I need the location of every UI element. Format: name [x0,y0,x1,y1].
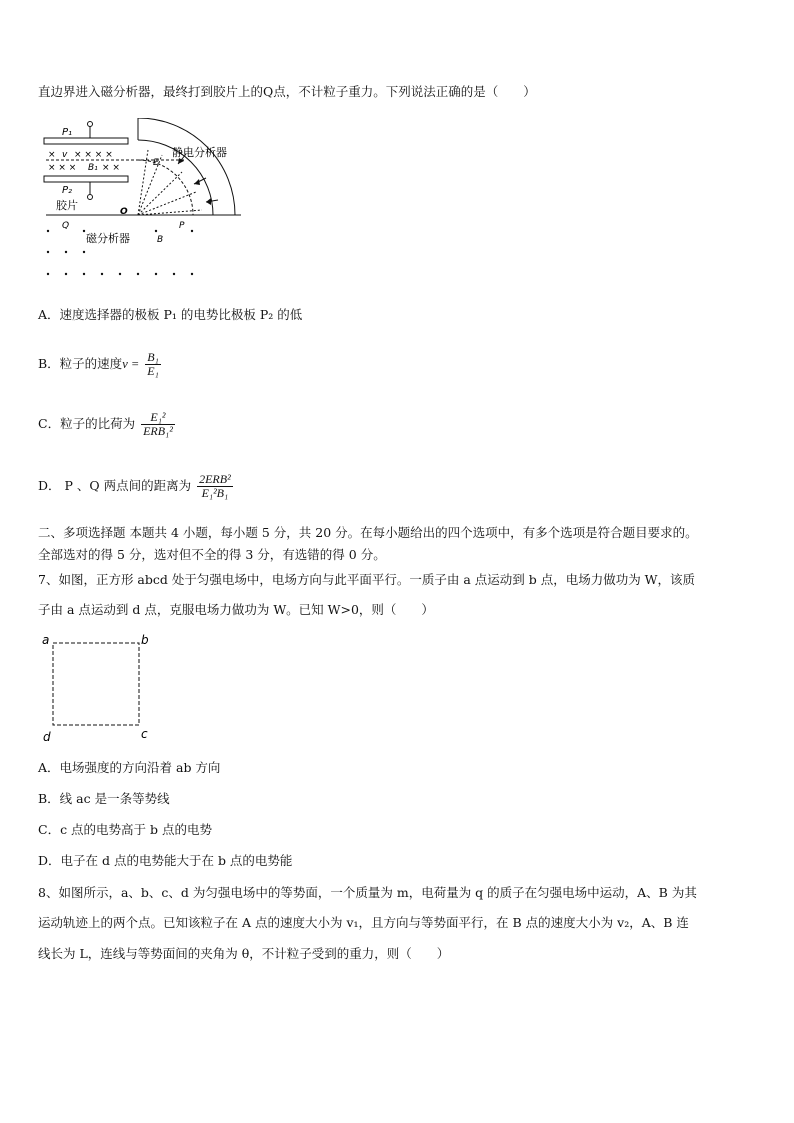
svg-text:静电分析器: 静电分析器 [172,146,227,159]
q8-line3: 线长为 L，连线与等势面间的夹角为 θ，不计粒子受到的重力，则（ ） [38,946,450,961]
fraction-b: $\frac{\text{B₁}}{\text{E₁}}$ [147,350,159,378]
fraction-d: $\frac{\text{2ERB²}}{\text{E₁²B₁}}$ [199,472,231,500]
svg-text:v: v [62,150,68,160]
svg-text:d: d [43,730,51,744]
svg-text:b: b [141,633,149,647]
q8-line2: 运动轨迹上的两个点。已知该粒子在 A 点的速度大小为 v₁，且方向与等势面平行，在 B 点的速度大小为 v₂，A、B 连 [38,915,689,930]
svg-text:P₂: P₂ [62,185,73,196]
q7-square-figure [38,632,158,744]
svg-text:磁分析器: 磁分析器 [86,232,130,245]
q7-line2: 子由 a 点运动到 d 点，克服电场力做功为 W。已知 W>0，则（ ） [38,602,434,617]
plate-p2 [44,176,128,182]
q7-option-d: D．电子在 d 点的电势能大于在 b 点的电势能 [38,853,293,868]
q6-option-b: B．粒子的速度v = $\frac{\text{B₁}}{\text{E₁}}$ [38,350,159,378]
q6-option-d: D． P 、Q 两点间的距离为 $\frac{\text{2ERB²}}{\text{E₁²B₁}}$ [38,472,231,500]
q8-line1: 8、如图所示，a、b、c、d 为匀强电场中的等势面，一个质量为 m，电荷量为 q 的质子在匀强电场中运动，A、B 为其 [38,885,697,900]
svg-text:B: B [157,235,164,245]
svg-text:P₁: P₁ [62,127,73,138]
svg-text:Q: Q [62,221,70,231]
plate-p1 [44,138,128,144]
q7-option-c: C．c 点的电势高于 b 点的电势 [38,822,212,837]
section2-line2: 全部选对的得 5 分，选对但不全的得 3 分，有选错的得 0 分。 [38,547,386,562]
svg-text:O: O [120,207,128,217]
svg-text:× ×: × × [102,163,120,173]
q7-line1: 7、如图，正方形 abcd 处于匀强电场中，电场方向与此平面平行。一质子由 a 点运动到 b 点，电场力做功为 W，该质 [38,572,696,587]
section2-line1: 二、多项选择题 本题共 4 小题，每小题 5 分，共 20 分。在每小题给出的四个选项中，有多个选项是符合题目要求的。 [38,525,698,540]
q6-option-c: C．粒子的比荷为 $\frac{\text{E₁²}}{\text{ERB₁²}}$ [38,410,173,438]
svg-text:P: P [179,221,185,231]
fraction-c: $\frac{\text{E₁²}}{\text{ERB₁²}}$ [143,410,173,438]
q6-stem: 直边界进入磁分析器，最终打到胶片上的Q点，不计粒子重力。下列说法正确的是（ ） [38,84,536,99]
q6-figure [36,118,266,283]
svg-text:c: c [141,727,148,741]
svg-text:a: a [42,633,50,647]
q6-option-a: A．速度选择器的极板 P₁ 的电势比极板 P₂ 的低 [38,307,303,322]
svg-text:B₁: B₁ [88,163,98,173]
q7-option-a: A．电场强度的方向沿着 ab 方向 [38,760,221,775]
svg-text:×: × [48,150,56,160]
svg-text:× × ×: × × × [48,163,77,173]
svg-text:胶片: 胶片 [56,199,78,212]
q7-option-b: B．线 ac 是一条等势线 [38,791,170,806]
svg-text:E: E [153,158,159,168]
svg-text:× × × ×: × × × × [74,150,113,160]
